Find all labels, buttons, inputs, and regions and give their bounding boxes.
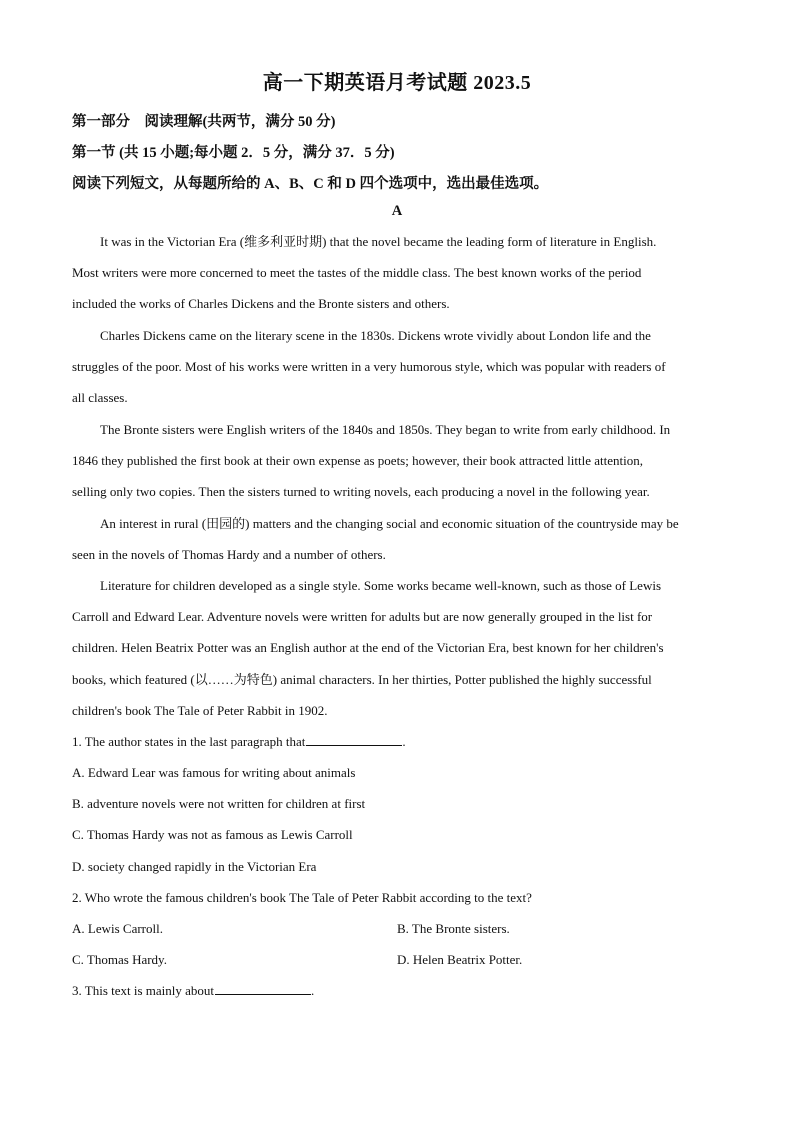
question-2-stem: 2. Who wrote the famous children's book The Tale of Peter Rabbit according to the text?: [72, 890, 532, 905]
question-1-option-c: C. Thomas Hardy was not as famous as Lewis Carroll: [72, 827, 353, 842]
question-stem-text: 1. The author states in the last paragraph that: [72, 734, 306, 749]
passage-line: all classes.: [72, 390, 128, 405]
question-2-option-b: B. The Bronte sisters.: [397, 921, 510, 936]
instruction-text: 阅读下列短文，从每题所给的 A、B、C 和 D 四个选项中，选出最佳选项。: [72, 176, 549, 192]
question-end-mark: .: [402, 734, 406, 749]
passage-line: The Bronte sisters were English writers of the 1840s and 1850s. They began to write from early childhood. In: [100, 422, 671, 437]
passage-line: children's book The Tale of Peter Rabbit in 1902.: [72, 703, 328, 718]
section-heading: 第一节 (共 15 小题;每小题 2．5 分，满分 37．5 分): [72, 145, 395, 161]
question-stem-text: 3. This text is mainly about: [72, 983, 215, 998]
passage-line: Charles Dickens came on the literary scene in the 1830s. Dickens wrote vividly about London life and the: [100, 328, 651, 343]
passage-letter: A: [391, 203, 403, 219]
question-3-stem: [72, 983, 724, 999]
question-2-option-a: A. Lewis Carroll.: [72, 921, 163, 936]
passage-line: books, which featured (以……为特色) animal characters. In her thirties, Potter published the highly successful: [72, 672, 652, 687]
answer-blank: [215, 983, 311, 995]
passage-line: 1846 they published the first book at their own expense as poets; however, their book attracted little attention,: [72, 453, 643, 468]
question-1-option-d: D. society changed rapidly in the Victorian Era: [72, 859, 317, 874]
passage-line: seen in the novels of Thomas Hardy and a number of others.: [72, 547, 386, 562]
passage-line: selling only two copies. Then the sisters turned to writing novels, each producing a novel in the following year.: [72, 484, 650, 499]
question-2-option-c: C. Thomas Hardy.: [72, 952, 167, 967]
answer-blank: [306, 734, 402, 746]
question-1-option-b: B. adventure novels were not written for children at first: [72, 796, 366, 811]
question-2-option-d: D. Helen Beatrix Potter.: [397, 952, 523, 967]
passage-line: Carroll and Edward Lear. Adventure novels were written for adults but are now generally grouped in the list for: [72, 609, 653, 624]
question-1-stem: [72, 734, 724, 750]
question-end-mark: .: [311, 983, 315, 998]
passage-line: children. Helen Beatrix Potter was an English author at the end of the Victorian Era, best known for her children's: [72, 640, 664, 655]
passage-line: An interest in rural (田园的) matters and the changing social and economic situation of the countryside may be: [100, 516, 679, 531]
passage-line: included the works of Charles Dickens and the Bronte sisters and others.: [72, 296, 450, 311]
passage-line: It was in the Victorian Era (维多利亚时期) that the novel became the leading form of literature in English.: [100, 234, 657, 249]
question-1-option-a: A. Edward Lear was famous for writing about animals: [72, 765, 356, 780]
passage-line: Most writers were more concerned to meet the tastes of the middle class. The best known works of the period: [72, 265, 642, 280]
passage-line: struggles of the poor. Most of his works were written in a very humorous style, which was popular with readers of: [72, 359, 666, 374]
exam-title: 高一下期英语月考试题 2023.5: [262, 72, 532, 94]
passage-line: Literature for children developed as a single style. Some works became well-known, such as those of Lewis: [100, 578, 661, 593]
part-heading: 第一部分 阅读理解(共两节，满分 50 分): [72, 114, 336, 130]
